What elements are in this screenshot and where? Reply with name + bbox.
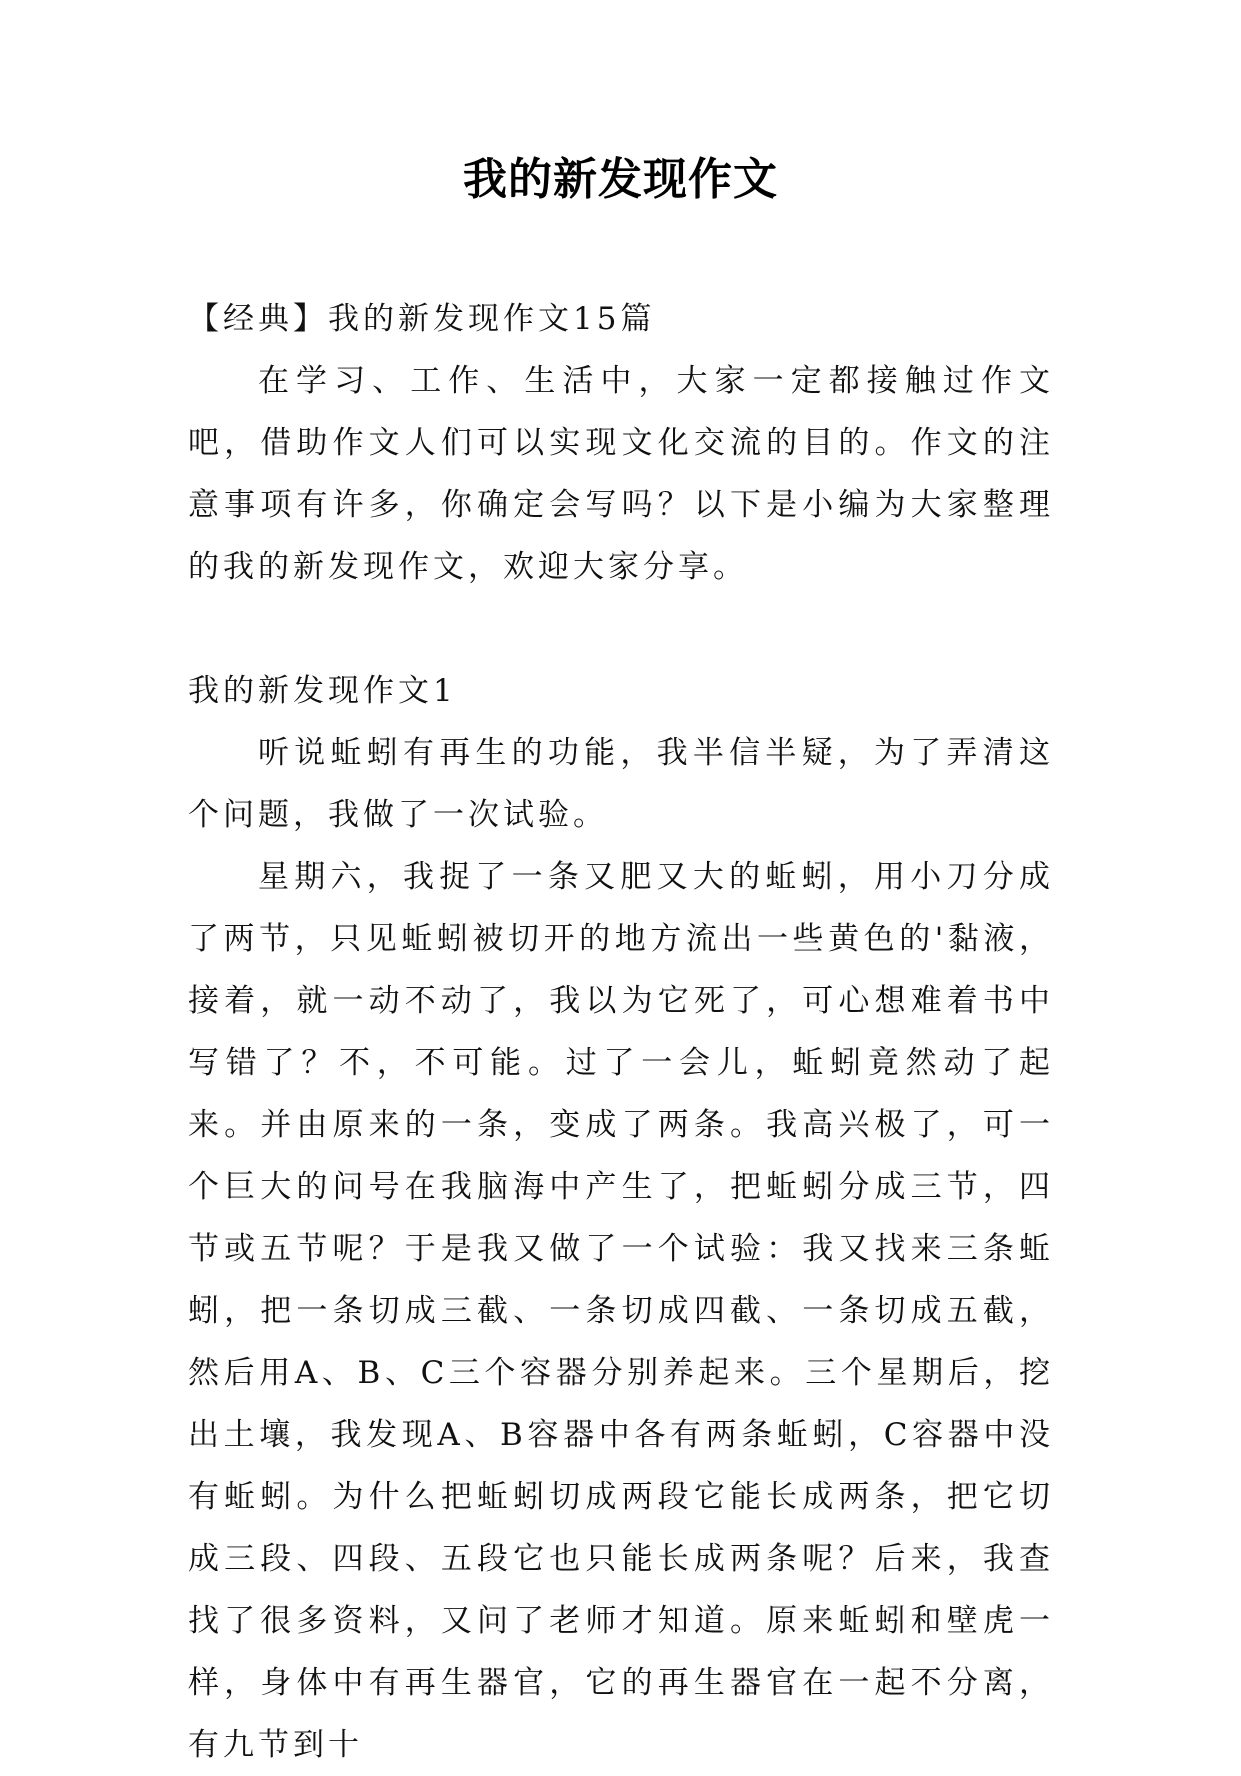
essay-paragraph: 听说蚯蚓有再生的功能，我半信半疑，为了弄清这个问题，我做了一次试验。 xyxy=(188,735,1054,833)
document-body xyxy=(188,288,1054,1776)
paragraph-spacer xyxy=(188,598,1054,660)
document-title: 我的新发现作文 xyxy=(463,154,778,205)
essay-heading: 我的新发现作文1 xyxy=(188,673,457,709)
intro-paragraph: 在学习、工作、生活中，大家一定都接触过作文吧，借助作文人们可以实现文化交流的目的。作文的注意事项有许多，你确定会写吗？以下是小编为大家整理的我的新发现作文，欢迎大家分享。 xyxy=(188,363,1054,585)
essay-paragraph: 星期六，我捉了一条又肥又大的蚯蚓，用小刀分成了两节，只见蚯蚓被切开的地方流出一些黄色的'黏液，接着，就一动不动了，我以为它死了，可心想难着书中写错了？不，不可能。过了一会儿，蚯蚓竟然动了起来。并由原来的一条，变成了两条。我高兴极了，可一个巨大的问号在我脑海中产生了，把蚯蚓分成三节，四节或五节呢？于是我又做了一个试验：我又找来三条蚯蚓，把一条切成三截、一条切成四截、一条切成五截，然后用A、B、C三个容器分别养起来。三个星期后，挖出土壤，我发现A、B容器中各有两条蚯蚓，C容器中没有蚯蚓。为什么把蚯蚓切成两段它能长成两条，把它切成三段、四段、五段它也只能长成两条呢？后来，我查找了很多资料，又问了老师才知道。原来蚯蚓和壁虎一样，身体中有再生器官，它的再生器官在一起不分离，有九节到十 xyxy=(188,859,1054,1763)
document-subtitle: 【经典】我的新发现作文15篇 xyxy=(188,301,656,337)
